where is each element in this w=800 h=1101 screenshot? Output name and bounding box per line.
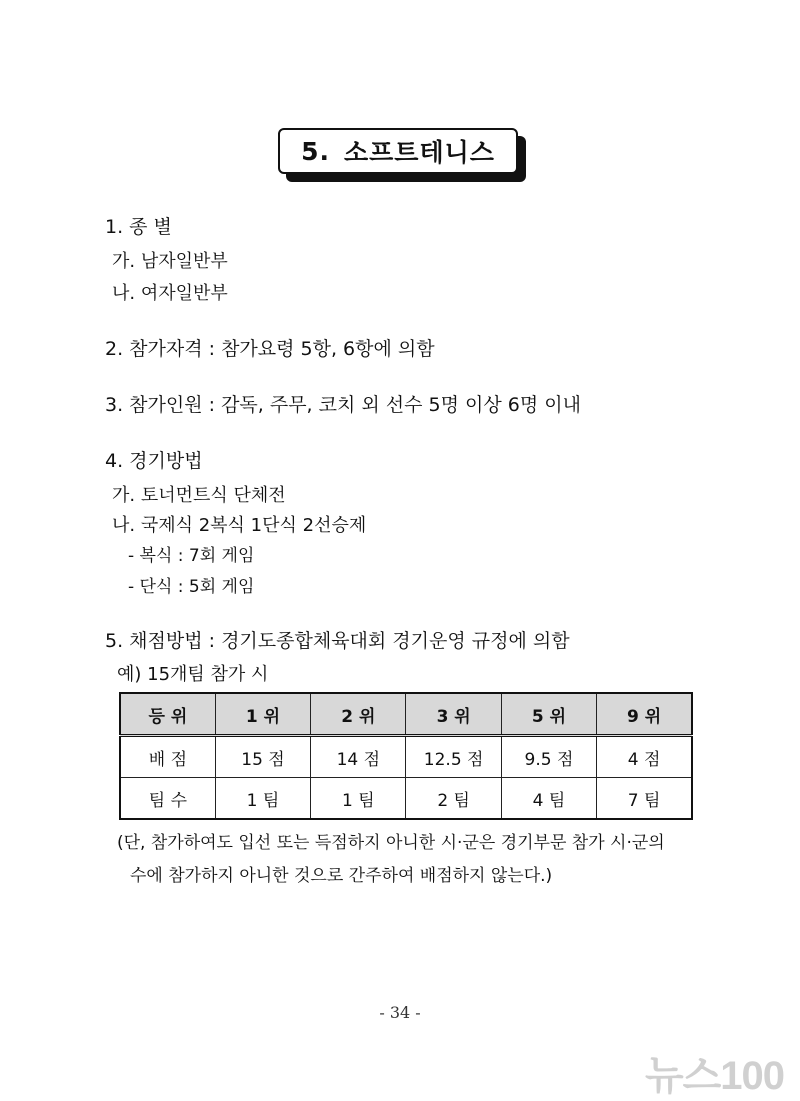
table-row: [120, 778, 692, 820]
title-box: [278, 128, 518, 174]
note-line-2: 수에 참가하지 아니한 것으로 간주하여 배점하지 않는다.): [130, 866, 553, 886]
table-row: [120, 736, 692, 778]
section-4-item-b: 나. 국제식 2복식 1단식 2선승제: [112, 515, 367, 536]
table-header-cell: 9 위: [597, 693, 692, 736]
table-cell: 1 팀: [311, 778, 406, 820]
note-line-1: (단, 참가하여도 입선 또는 득점하지 아니한 시·군은 경기부문 참가 시·군의: [117, 833, 665, 853]
section-4-singles: - 단식 : 5회 게임: [128, 577, 255, 597]
section-1-item-b: 나. 여자일반부: [112, 283, 228, 304]
table-header-cell: 5 위: [501, 693, 596, 736]
table-header-cell: 등 위: [120, 693, 215, 736]
section-3-heading: 3. 참가인원 : 감독, 주무, 코치 외 선수 5명 이상 6명 이내: [105, 394, 581, 416]
section-1-item-a: 가. 남자일반부: [112, 251, 228, 272]
table-row-label: 배 점: [120, 736, 215, 778]
section-5-heading: 5. 채점방법 : 경기도종합체육대회 경기운영 규정에 의함: [105, 630, 570, 652]
table-cell: 1 팀: [215, 778, 310, 820]
section-1-heading: 1. 종 별: [105, 216, 172, 238]
title-text: 소프트테니스: [344, 138, 495, 167]
table-cell: 14 점: [311, 736, 406, 778]
table-header-cell: 1 위: [215, 693, 310, 736]
table-cell: 15 점: [215, 736, 310, 778]
table-cell: 12.5 점: [406, 736, 501, 778]
table-cell: 4 점: [597, 736, 692, 778]
table-cell: 2 팀: [406, 778, 501, 820]
table-cell: 9.5 점: [501, 736, 596, 778]
table-cell: 7 팀: [597, 778, 692, 820]
table-header-cell: 2 위: [311, 693, 406, 736]
watermark-logo: 뉴스100: [644, 1054, 784, 1098]
score-table: [119, 692, 693, 820]
section-4-item-a: 가. 토너먼트식 단체전: [112, 485, 286, 506]
page-number: - 34 -: [379, 1003, 421, 1022]
section-5-example: 예) 15개팀 참가 시: [117, 664, 269, 685]
page-title: [278, 128, 518, 174]
table-header-cell: 3 위: [406, 693, 501, 736]
section-2-heading: 2. 참가자격 : 참가요령 5항, 6항에 의함: [105, 338, 435, 360]
table-header-row: [120, 693, 692, 736]
section-4-heading: 4. 경기방법: [105, 450, 203, 472]
section-4-doubles: - 복식 : 7회 게임: [128, 546, 255, 566]
table-row-label: 팀 수: [120, 778, 215, 820]
table-cell: 4 팀: [501, 778, 596, 820]
title-number: 5.: [301, 136, 330, 166]
